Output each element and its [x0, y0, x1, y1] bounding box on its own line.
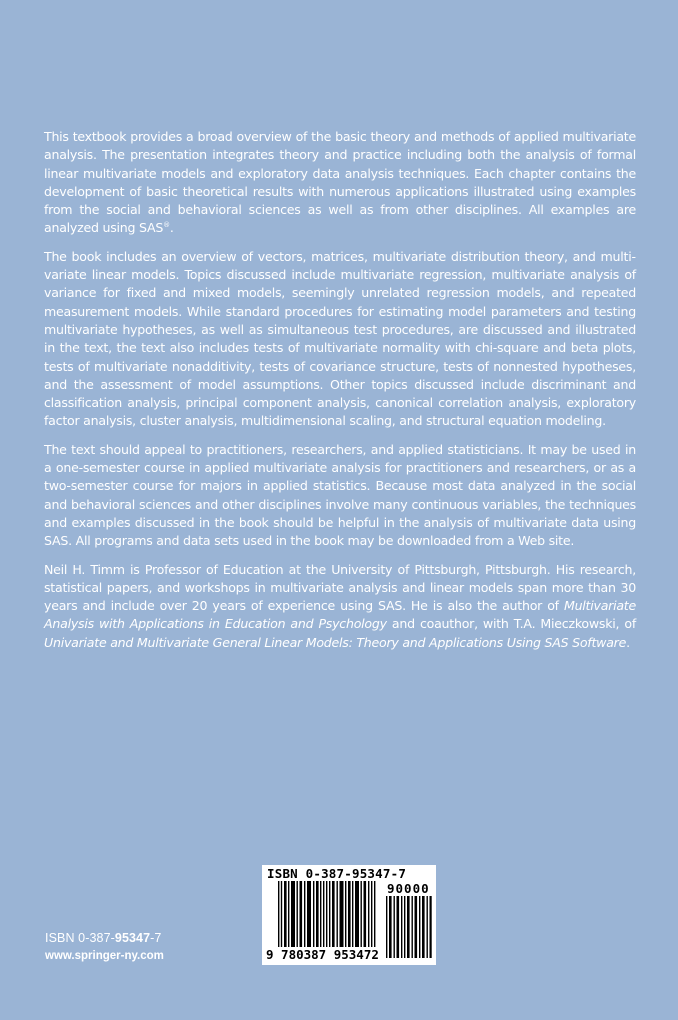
barcode-price-code: 90000 [387, 881, 430, 896]
isbn-text: ISBN 0-387-95347-7 [45, 931, 162, 945]
blurb-paragraph-author-bio: Neil H. Timm is Professor of Education at the University of Pittsburgh, Pittsburgh. His research, statistical papers, and workshops in multivariate analysis and linear models span more than 30 years and include over 20 years of experience using SAS. He is also the author of Multivariate Analysis with Applications in Education and Psychology and coauthor, with T.A. Mieczkowski, of Univariate and Multivariate General Linear Models: Theory and Applications Using SAS Software. [44, 561, 637, 650]
book-title-1: Multivariate Analysis with Applications in Education and Psychology [44, 598, 636, 632]
blurb-paragraph-overview: This textbook provides a broad overview of the basic theory and methods of applied multivariate analysis. The presentation integrates theory and practice including both the analysis of formal linear multivariate models and exploratory data analysis techniques. Each chapter contains the development of basic theoretical results with numerous applications illustrated using examples from the social and behavioral sciences as well as from other disciplines. All examples are analyzed using SAS®. [44, 129, 636, 236]
book-title-2: Univariate and Multivariate General Linear Models: Theory and Applications Using SAS Software [44, 634, 627, 650]
blurb-paragraph-audience: The text should appeal to practitioners, researchers, and applied statisticians. It may be used in a one-semester course in applied multivariate analysis for practitioners and researchers, or as a two-semester course for majors in applied statistics. Because most data analyzed in the social and behavioral sciences and other disciplines involve many continuous variables, the techniques and examples discussed in the book should be helpful in the analysis of multivariate data using SAS. All programs and data sets used in the book may be downloaded from a Web site. [44, 441, 636, 549]
back-cover-blurb [44, 128, 636, 662]
blurb-paragraph-topics: The book includes an overview of vectors, matrices, multivariate distribution theory, and multivariate linear models. Topics discussed include multivariate regression, multivariate analysis of variance for fixed and mixed models, seemingly unrelated regression models, and repeated measurement models. While standard procedures for estimating model parameters and testing multivariate hypotheses, as well as simultaneous test procedures, are discussed and illustrated in the text, the text also includes tests of multivariate normality with chi-square and beta plots, tests of multivariate nonadditivity, tests of covariance structure, tests of nonnested hypotheses, and the assessment of model assumptions. Other topics discussed include discriminant and classification analysis, principal component analysis, canonical correlation analysis, exploratory factor analysis, cluster analysis, multidimensional scaling, and structural equation modeling. [44, 248, 636, 429]
publisher-url[interactable]: www.springer-ny.com [45, 950, 164, 962]
registered-trademark-symbol: ® [163, 221, 170, 230]
barcode-addon-bars-icon [386, 896, 432, 958]
barcode-isbn-label: ISBN 0-387-95347-7 [267, 866, 407, 881]
isbn-barcode [262, 865, 436, 965]
barcode-ean-digits: 9 780387 953472 [266, 947, 379, 962]
